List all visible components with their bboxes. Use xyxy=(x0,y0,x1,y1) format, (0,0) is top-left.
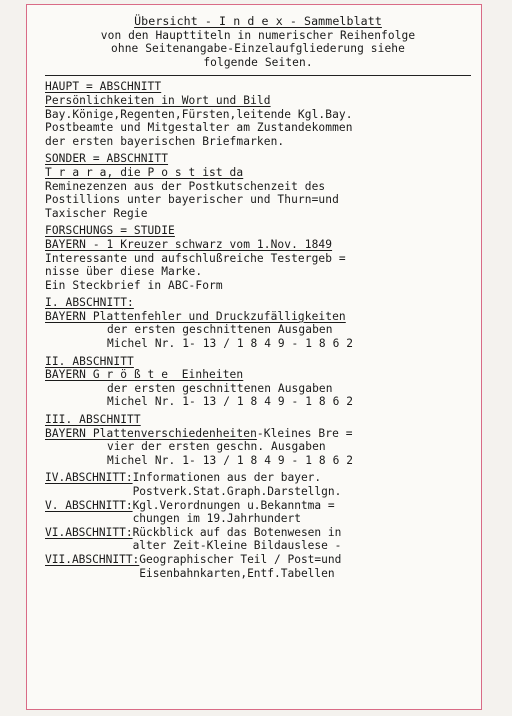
entry-vi-label: VI.ABSCHNITT: xyxy=(45,525,133,539)
haupt-line-3: der ersten bayerischen Briefmarken. xyxy=(45,134,285,148)
abschnitt-1-subheading: BAYERN Plattenfehler und Druckzufälligkeiten xyxy=(45,309,346,323)
entry-vii-label: VII.ABSCHNITT: xyxy=(45,552,140,566)
abschnitt-1-line-2: Michel Nr. 1- 13 / 1 8 4 9 - 1 8 6 2 xyxy=(107,337,354,351)
haupt-line-1: Bay.Könige,Regenten,Fürsten,leitende Kgl.Bay. xyxy=(45,107,353,121)
entry-vii-line-1: Geographischer Teil / Post=und xyxy=(139,552,342,566)
entry-iv-line-1: Informationen aus der bayer. xyxy=(132,471,322,485)
intro-line-3: folgende Seiten. xyxy=(203,55,313,69)
entry-vii-line-2: Eisenbahnkarten,Entf.Tabellen xyxy=(139,566,335,580)
intro-line-2: ohne Seitenangabe-Einzelaufgliederung siehe xyxy=(111,42,405,56)
abschnitt-1-line-1: der ersten geschnittenen Ausgaben xyxy=(107,323,333,337)
entry-iv-line-2: Postverk.Stat.Graph.Darstellgn. xyxy=(132,485,342,498)
abschnitt-2-line-1: der ersten geschnittenen Ausgaben xyxy=(107,381,333,395)
index-content xyxy=(45,15,471,580)
entry-vi xyxy=(45,526,471,553)
haupt-subheading: Persönlichkeiten in Wort und Bild xyxy=(45,93,271,107)
abschnitt-3-line-2: Michel Nr. 1- 13 / 1 8 4 9 - 1 8 6 2 xyxy=(107,453,354,467)
forschung-line-1: Interessante und aufschlußreiche Testergeb = xyxy=(45,251,346,265)
abschnitt-2-heading: II. ABSCHNITT xyxy=(45,354,134,368)
entry-v-line-2: chungen im 19.Jahrhundert xyxy=(132,512,301,526)
abschnitt-3-subheading-row xyxy=(45,427,471,441)
entry-v xyxy=(45,499,471,526)
entry-vi-line-2: alter Zeit-Kleine Bildauslese - xyxy=(132,539,342,553)
abschnitt-2-subheading: BAYERN G r ö ß t e Einheiten xyxy=(45,368,244,382)
entry-vi-line-1: Rückblick auf das Botenwesen in xyxy=(132,525,342,539)
abschnitt-2-line-2: Michel Nr. 1- 13 / 1 8 4 9 - 1 8 6 2 xyxy=(107,395,354,409)
abschnitt-3-subheading: BAYERN Plattenverschiedenheiten xyxy=(45,426,257,440)
sonder-heading: SONDER = ABSCHNITT xyxy=(45,152,169,166)
entry-vii xyxy=(45,553,471,580)
sonder-line-3: Taxischer Regie xyxy=(45,206,148,220)
entry-v-label: V. ABSCHNITT: xyxy=(45,498,133,512)
divider xyxy=(45,75,471,76)
forschung-line-3: Ein Steckbrief in ABC-Form xyxy=(45,278,223,292)
forschung-heading: FORSCHUNGS = STUDIE xyxy=(45,224,175,238)
entry-iv xyxy=(45,471,471,498)
entry-iv-label: IV.ABSCHNITT: xyxy=(45,471,133,485)
abschnitt-3-line-1: vier der ersten geschn. Ausgaben xyxy=(107,440,326,454)
forschung-subheading: BAYERN - 1 Kreuzer schwarz vom 1.Nov. 1849 xyxy=(45,237,333,251)
sonder-line-1: Reminezenzen aus der Postkutschenzeit des xyxy=(45,179,326,193)
forschung-line-2: nisse über diese Marke. xyxy=(45,265,203,279)
page-title: Übersicht - I n d e x - Sammelblatt xyxy=(134,14,382,28)
haupt-heading: HAUPT = ABSCHNITT xyxy=(45,80,162,94)
sonder-line-2: Postillions unter bayerischer und Thurn=und xyxy=(45,193,339,207)
document-page xyxy=(26,4,482,710)
abschnitt-3-subheading-tail: -Kleines Bre = xyxy=(256,426,353,440)
abschnitt-1-heading: I. ABSCHNITT: xyxy=(45,296,134,310)
abschnitt-3-heading: III. ABSCHNITT xyxy=(45,413,141,427)
sonder-subheading: T r a r a, die P o s t ist da xyxy=(45,165,244,179)
intro-line-1: von den Haupttiteln in numerischer Reihenfolge xyxy=(100,28,416,42)
haupt-line-2: Postbeamte und Mitgestalter am Zustandekommen xyxy=(45,121,353,135)
entry-v-line-1: Kgl.Verordnungen u.Bekanntma = xyxy=(132,498,335,512)
